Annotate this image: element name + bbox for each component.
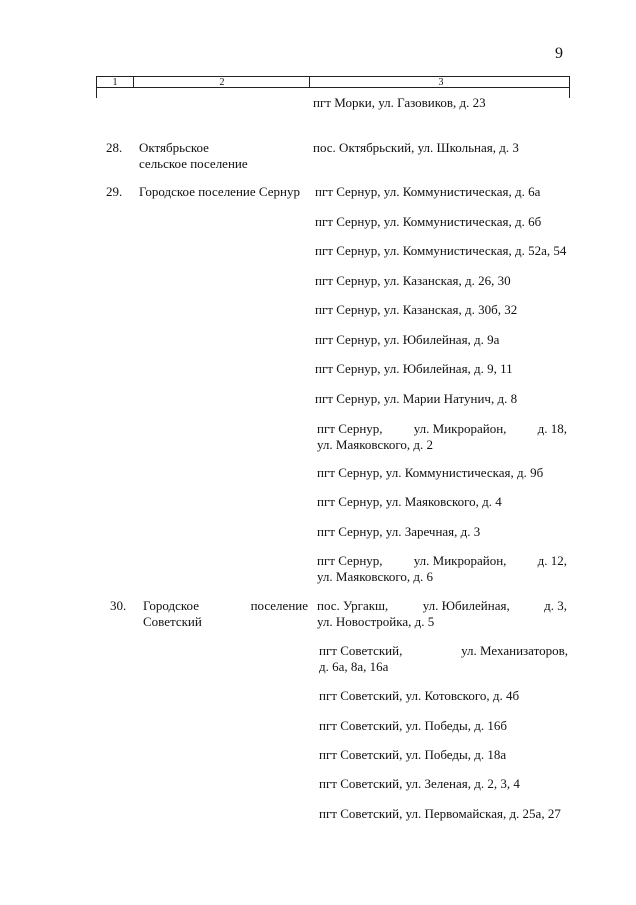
address-line: ул. Маяковского, д. 2 — [317, 437, 433, 452]
address-part: ул. Микрорайон, — [413, 553, 507, 568]
address-line: пгт Сернур, ул. Казанская, д. 26, 30 — [315, 273, 511, 288]
table-header-row — [96, 76, 570, 88]
address-part: пгт Советский, — [319, 643, 403, 658]
settlement-part: поселение — [250, 598, 308, 613]
address-line — [317, 553, 567, 569]
address-line — [317, 421, 567, 437]
address-line: пгт Сернур, ул. Юбилейная, д. 9а — [315, 332, 500, 347]
address-line: пгт Сернур, ул. Коммунистическая, д. 6а — [315, 184, 541, 199]
address-part: д. 12, — [537, 553, 567, 568]
address-line: пгт Сернур, ул. Марии Натунич, д. 8 — [315, 391, 518, 406]
address-part: пгт Сернур, — [317, 553, 383, 568]
header-col-1: 1 — [112, 77, 118, 88]
address-line: пгт Советский, ул. Победы, д. 18а — [319, 747, 507, 762]
address-part: д. 18, — [537, 421, 567, 436]
address-line: пгт Советский, ул. Котовского, д. 4б — [319, 688, 520, 703]
address-part: ул. Механизаторов, — [461, 643, 568, 658]
settlement-name: Советский — [143, 614, 202, 629]
address-line: пгт Советский, ул. Победы, д. 16б — [319, 718, 507, 733]
table-left-rule — [96, 88, 97, 98]
settlement-name: Городское поселение Сернур — [139, 184, 300, 199]
row-number: 28. — [106, 140, 123, 155]
settlement-part: Городское — [143, 598, 199, 613]
address-line: пгт Советский, ул. Первомайская, д. 25а, 27 — [319, 806, 561, 821]
address-line: пгт Морки, ул. Газовиков, д. 23 — [313, 95, 486, 110]
address-line: пгт Сернур, ул. Юбилейная, д. 9, 11 — [315, 361, 513, 376]
header-col-2: 2 — [133, 77, 310, 87]
address-line: ул. Маяковского, д. 6 — [317, 569, 433, 584]
address-line: пос. Октябрьский, ул. Школьная, д. 3 — [313, 140, 519, 155]
row-number: 30. — [110, 598, 127, 613]
address-line: пгт Советский, ул. Зеленая, д. 2, 3, 4 — [319, 776, 520, 791]
row-number: 29. — [106, 184, 123, 199]
settlement-name: сельское поселение — [139, 156, 248, 171]
address-line — [319, 643, 568, 659]
address-part: д. 3, — [544, 598, 567, 613]
address-line: пгт Сернур, ул. Маяковского, д. 4 — [317, 494, 502, 509]
address-line: пгт Сернур, ул. Коммунистическая, д. 9б — [317, 465, 544, 480]
address-line: пгт Сернур, ул. Коммунистическая, д. 6б — [315, 214, 542, 229]
header-col-3: 3 — [309, 77, 572, 87]
address-part: пгт Сернур, — [317, 421, 383, 436]
address-line: ул. Новостройка, д. 5 — [317, 614, 435, 629]
settlement-name — [143, 598, 308, 614]
address-line: д. 6а, 8а, 16а — [319, 659, 389, 674]
page-number: 9 — [555, 45, 563, 62]
settlement-name: Октябрьское — [139, 140, 209, 155]
address-part: ул. Микрорайон, — [413, 421, 507, 436]
address-line: пгт Сернур, ул. Заречная, д. 3 — [317, 524, 481, 539]
address-part: пос. Ургакш, — [317, 598, 389, 613]
address-line: пгт Сернур, ул. Коммунистическая, д. 52а, 54 — [315, 243, 567, 258]
address-line — [317, 598, 567, 614]
address-line: пгт Сернур, ул. Казанская, д. 30б, 32 — [315, 302, 518, 317]
address-part: ул. Юбилейная, — [422, 598, 510, 613]
table-right-rule — [569, 88, 570, 98]
